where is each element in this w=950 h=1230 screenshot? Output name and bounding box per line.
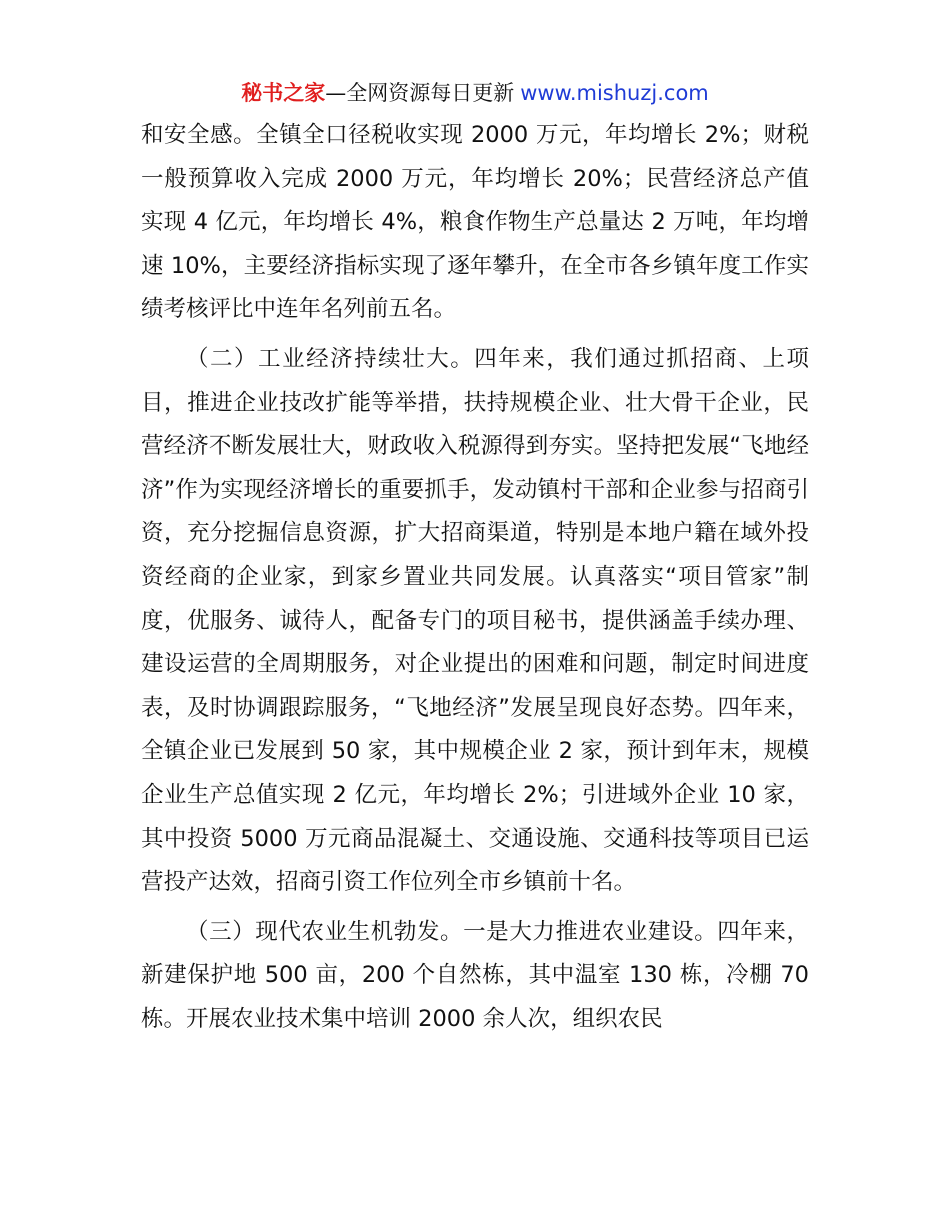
document-body [141,114,809,1047]
site-url[interactable]: www.mishuzj.com [520,81,709,105]
paragraph-industrial-economy: （二）工业经济持续壮大。四年来，我们通过抓招商、上项目，推进企业技改扩能等举措，扶持规模企业、壮大骨干企业，民营经济不断发展壮大，财政收入税源得到夯实。坚持把发展“飞地经济”作为实现经济增长的重要抓手，发动镇村干部和企业参与招商引资，充分挖掘信息资源，扩大招商渠道，特别是本地户籍在域外投资经商的企业家，到家乡置业共同发展。认真落实“项目管家”制度，优服务、诚待人，配备专门的项目秘书，提供涵盖手续办理、建设运营的全周期服务，对企业提出的困难和问题，制定时间进度表，及时协调跟踪服务，“飞地经济”发展呈现良好态势。四年来，全镇企业已发展到 50 家，其中规模企业 2 家，预计到年末，规模企业生产总值实现 2 亿元，年均增长 2%；引进域外企业 10 家，其中投资 5000 万元商品混凝土、交通设施、交通科技等项目已运营投产达效，招商引资工作位列全市乡镇前十名。 [141,345,809,896]
paragraph-economy-summary: 和安全感。全镇全口径税收实现 2000 万元，年均增长 2%；财税一般预算收入完成 2000 万元，年均增长 20%；民营经济总产值实现 4 亿元，年均增长 4%，粮食作物生产总量达 2 万吨，年均增速 10%，主要经济指标实现了逐年攀升，在全市各乡镇年度工作实绩考核评比中连年名列前五名。 [141,122,809,323]
header-tagline: —全网资源每日更新 [325,81,515,105]
page-header [0,78,950,108]
brand-name: 秘书之家 [241,81,326,105]
paragraph-modern-agriculture: （三）现代农业生机勃发。一是大力推进农业建设。四年来，新建保护地 500 亩，200 个自然栋，其中温室 130 栋，冷棚 70 栋。开展农业技术集中培训 2000 余人次，组织农民 [141,918,809,1032]
